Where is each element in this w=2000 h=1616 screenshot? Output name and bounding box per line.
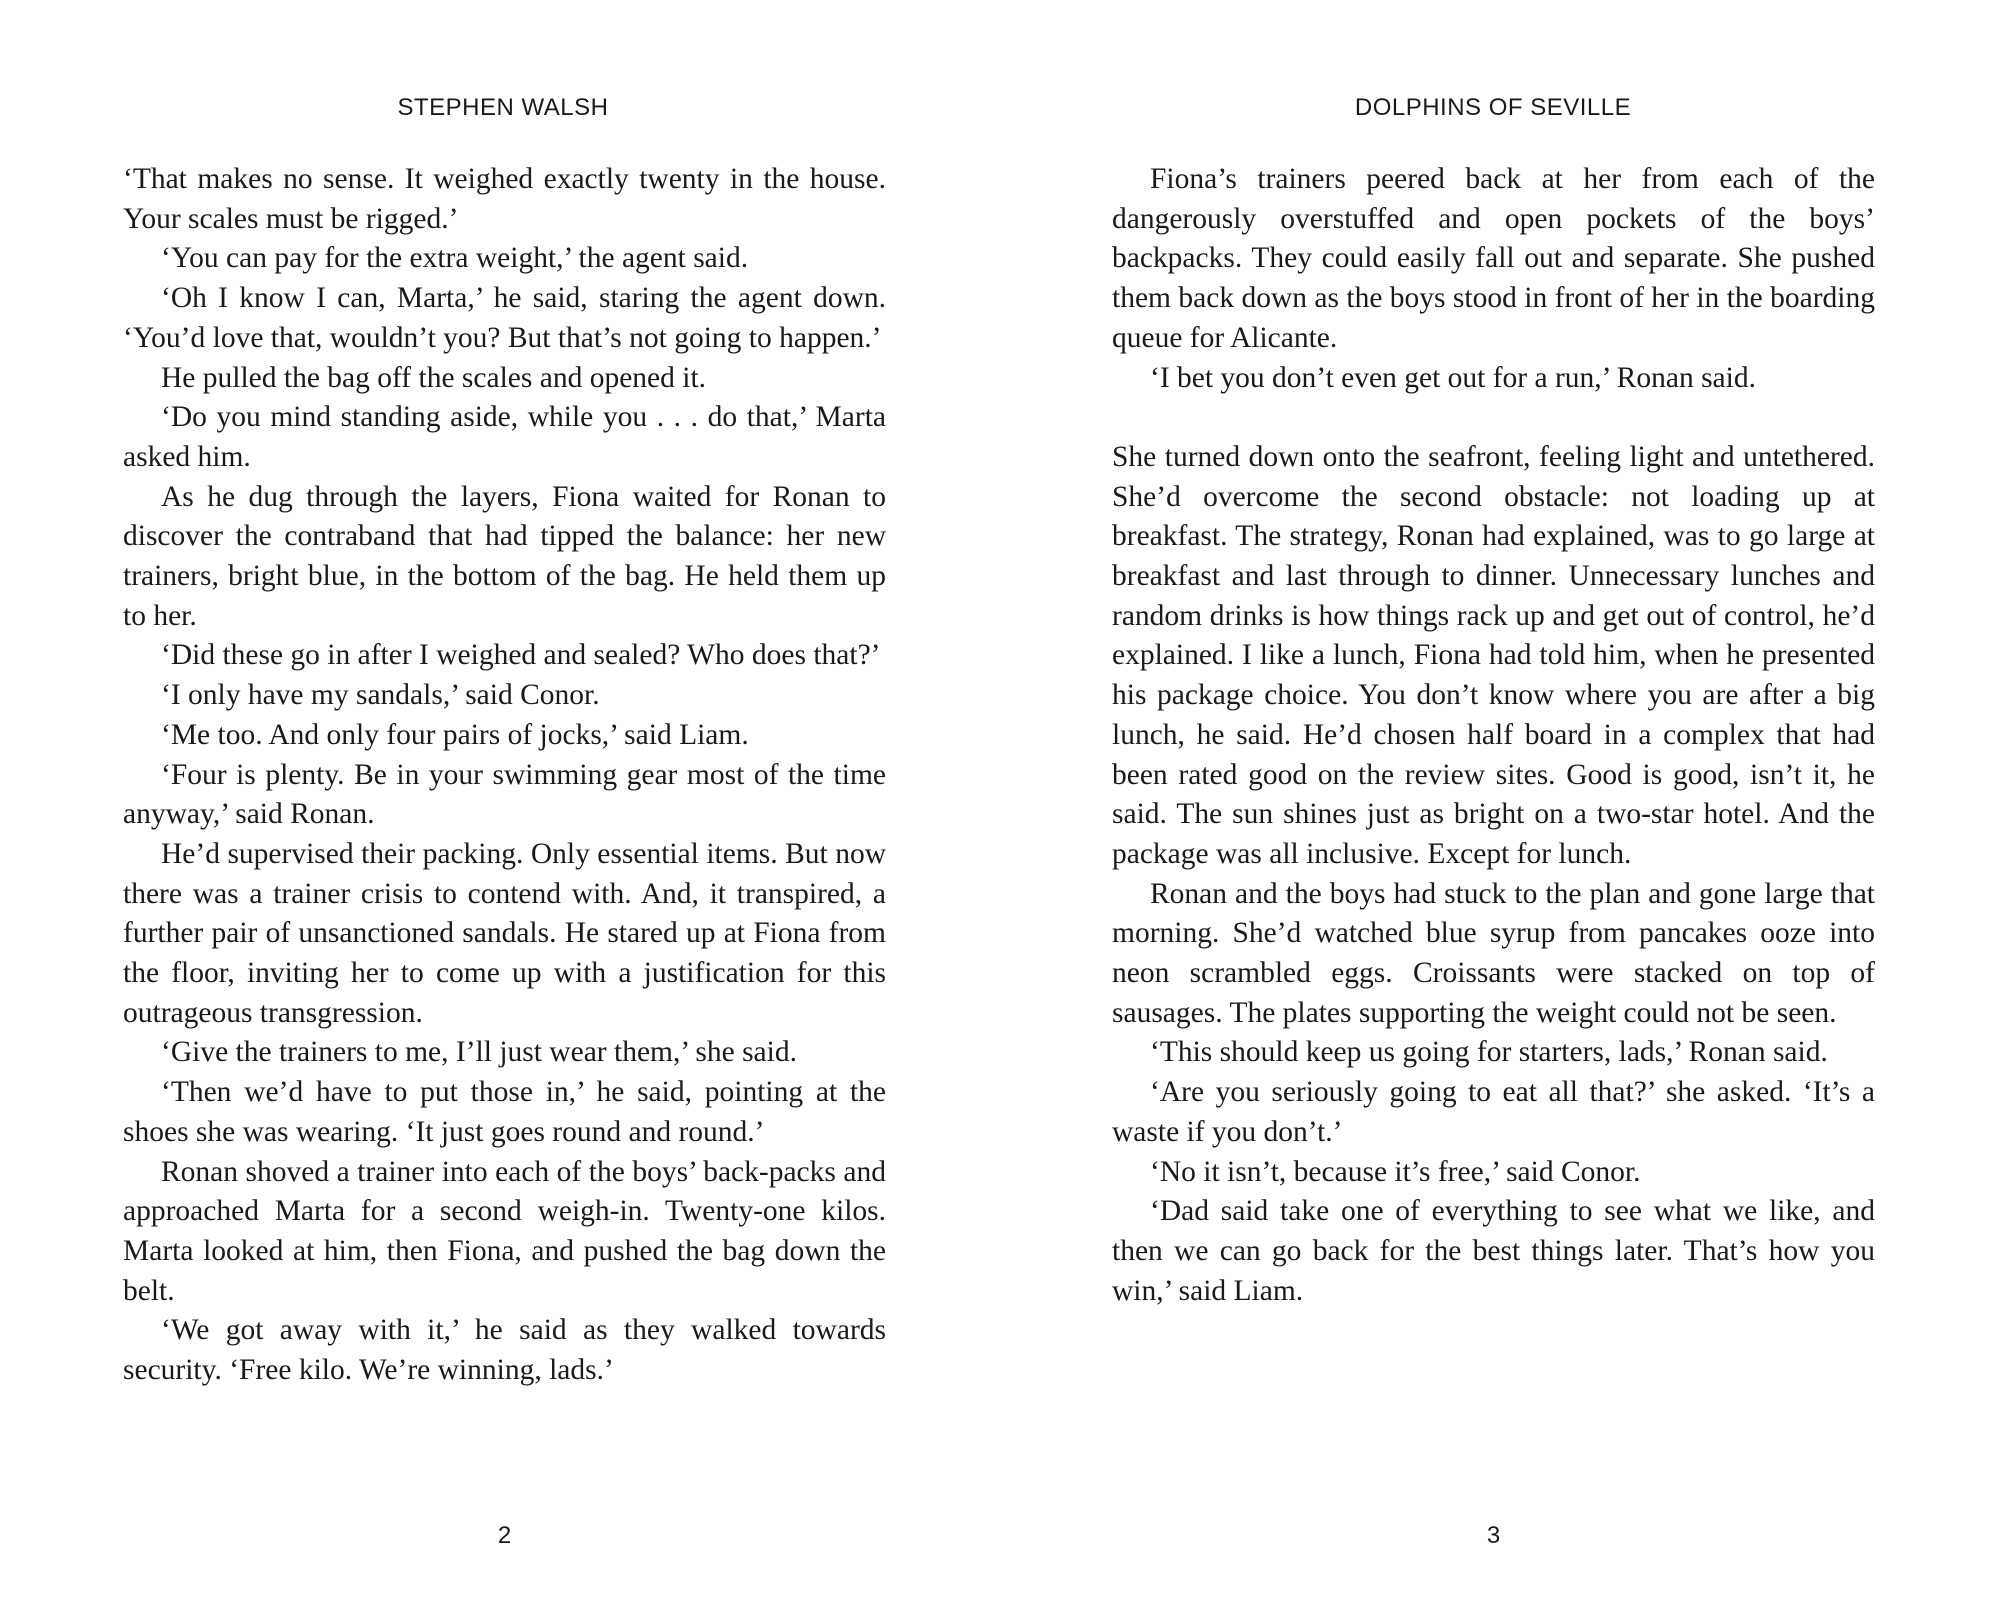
- paragraph: ‘Then we’d have to put those in,’ he said, pointing at the shoes she was wearing. ‘It just goes round and round.’: [123, 1076, 886, 1148]
- paragraph: ‘I bet you don’t even get out for a run,’ Ronan said.: [1150, 361, 1756, 394]
- paragraph: ‘Oh I know I can, Marta,’ he said, staring the agent down. ‘You’d love that, wouldn’t you? But that’s not going to happen.’: [123, 282, 886, 354]
- paragraph: He pulled the bag off the scales and opened it.: [161, 361, 707, 394]
- paragraph: Ronan and the boys had stuck to the plan and gone large that morning. She’d watched blue syrup from pancakes ooze into neon scrambled eggs. Croissants were stacked on top of sausages. The plates supporting the weight could not be seen.: [1112, 877, 1875, 1029]
- paragraph: He’d supervised their packing. Only essential items. But now there was a trainer crisis to contend with. And, it transpired, a further pair of unsanctioned sandals. He stared up at Fiona from the floor, inviting her to come up with a justification for this outrageous transgression.: [123, 837, 886, 1029]
- right-page: [1000, 0, 2000, 1616]
- paragraph: ‘Me too. And only four pairs of jocks,’ said Liam.: [161, 718, 749, 751]
- paragraph: Fiona’s trainers peered back at her from each of the dangerously overstuffed and open pockets of the boys’ backpacks. They could easily fall out and separate. She pushed them back down as the boys stood in front of her in the boarding queue for Alicante.: [1112, 163, 1875, 354]
- paragraph: ‘No it isn’t, because it’s free,’ said Conor.: [1150, 1155, 1641, 1188]
- running-head-author: STEPHEN WALSH: [397, 94, 609, 121]
- paragraph: ‘This should keep us going for starters, lads,’ Ronan said.: [1150, 1036, 1828, 1069]
- paragraph: Ronan shoved a trainer into each of the boys’ back-packs and approached Marta for a second weigh-in. Twenty-one kilos. Marta looked at him, then Fiona, and pushed the bag down the belt.: [123, 1155, 886, 1307]
- page-number: 3: [1486, 1522, 1501, 1549]
- running-head-title: DOLPHINS OF SEVILLE: [1354, 94, 1632, 121]
- paragraph: ‘We got away with it,’ he said as they walked towards security. ‘Free kilo. We’re winning, lads.’: [123, 1314, 886, 1387]
- right-text-block: [1112, 160, 1875, 1311]
- page-number: 2: [497, 1522, 512, 1549]
- paragraph: ‘Are you seriously going to eat all that?’ she asked. ‘It’s a waste if you don’t.’: [1112, 1076, 1875, 1148]
- paragraph: ‘Dad said take one of everything to see what we like, and then we can go back for the best things later. That’s how you win,’ said Liam.: [1112, 1195, 1875, 1307]
- paragraph: As he dug through the layers, Fiona waited for Ronan to discover the contraband that had tipped the balance: her new trainers, bright blue, in the bottom of the bag. He held them up to her.: [123, 480, 886, 632]
- paragraph: ‘Four is plenty. Be in your swimming gear most of the time anyway,’ said Ronan.: [123, 758, 886, 831]
- paragraph: ‘Do you mind standing aside, while you . . . do that,’ Marta asked him.: [123, 401, 886, 473]
- paragraph: ‘I only have my sandals,’ said Conor.: [161, 679, 600, 712]
- paragraph: She turned down onto the seafront, feeling light and untethered. She’d overcome the second obstacle: not loading up at breakfast. The strategy, Ronan had explained, was to go large at breakfast and last through to dinner. Unnecessary lunches and random drinks is how things rack up and get out of control, he’d explained. I like a lunch, Fiona had told him, when he presented his package choice. You don’t know where you are after a big lunch, he said. He’d chosen half board in a complex that had been rated good on the review sites. Good is good, isn’t it, he said. The sun shines just as bright on a two-star hotel. And the package was all inclusive. Except for lunch.: [1112, 440, 1875, 870]
- paragraph: ‘You can pay for the extra weight,’ the agent said.: [161, 242, 749, 275]
- paragraph: ‘Did these go in after I weighed and sealed? Who does that?’: [161, 639, 881, 672]
- paragraph: ‘Give the trainers to me, I’ll just wear them,’ she said.: [161, 1036, 797, 1069]
- paragraph: ‘That makes no sense. It weighed exactly twenty in the house. Your scales must be rigged.’: [123, 163, 886, 235]
- left-text-block: [123, 160, 886, 1391]
